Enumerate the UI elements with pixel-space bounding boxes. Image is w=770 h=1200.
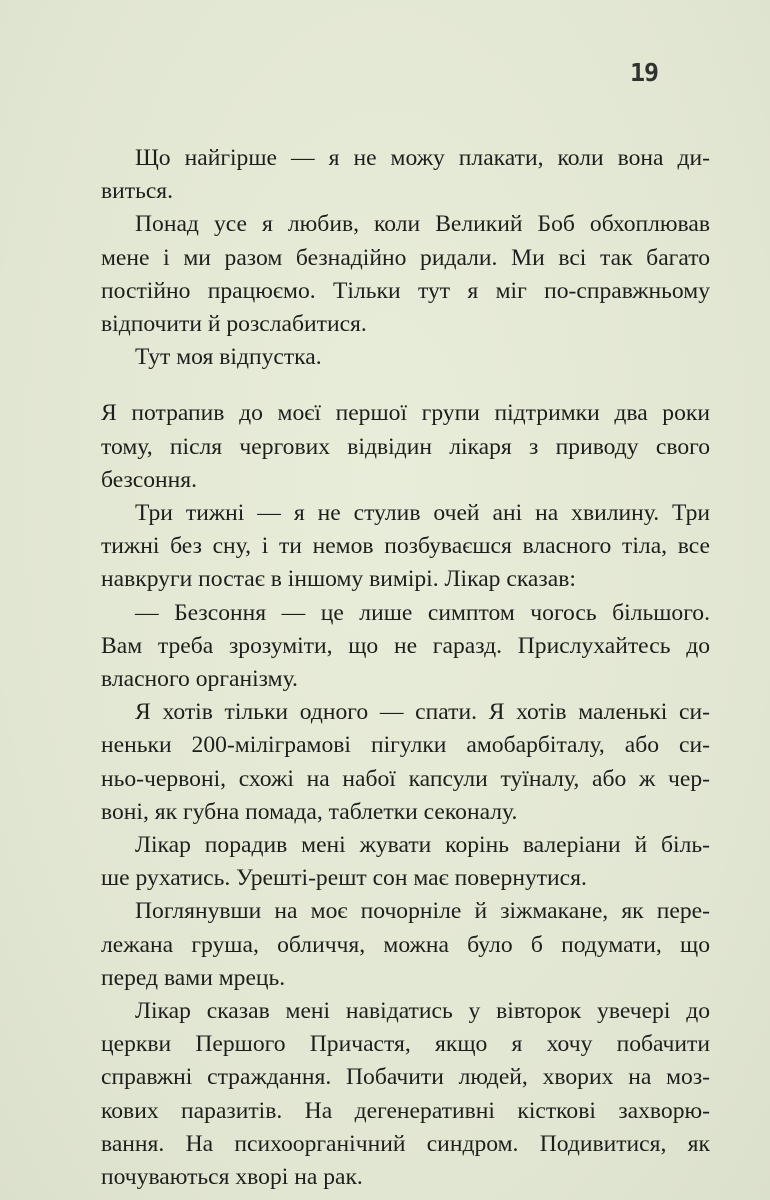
paragraph — [101, 397, 710, 497]
text-line: почуваються хворі на рак. — [101, 1164, 363, 1191]
text-line: Вам треба зрозуміти, що не гаразд. Прислухайтесь до — [101, 632, 710, 659]
text-line: відпочити й розслабитися. — [101, 311, 367, 338]
text-line: — Безсоння — це лише симптом чогось більшого. — [135, 599, 710, 626]
text-line: лежана груша, обличчя, можна було б подумати, що — [101, 931, 710, 958]
text-line: Понад усе я любив, коли Великий Боб обхоплював — [135, 211, 710, 238]
text-line: Тут моя відпустка. — [135, 344, 322, 371]
text-line: ше рухатись. Урешті-решт сон має повернутися. — [101, 865, 587, 892]
paragraph — [101, 829, 710, 895]
text-line: вання. На психоорганічний синдром. Подивитися, як — [101, 1130, 710, 1157]
text-line: власного організму. — [101, 666, 298, 693]
text-line: виться. — [101, 178, 174, 205]
paragraph — [101, 597, 710, 697]
text-line: безсоння. — [101, 466, 198, 493]
text-line: воні, як губна помада, таблетки секоналу. — [101, 798, 518, 825]
text-line: мене і ми разом безнадійно ридали. Ми всі так багато — [101, 244, 710, 271]
text-line: Я хотів тільки одного — спати. Я хотів маленькі си- — [135, 699, 710, 726]
text-line: Що найгірше — я не можу плакати, коли вона ди- — [135, 145, 710, 171]
text-line: неньки 200-міліграмові пігулки амобарбіталу, або си- — [101, 732, 710, 759]
text-line: справжні страждання. Побачити людей, хворих на моз- — [101, 1064, 710, 1091]
text-line: Лікар сказав мені навідатись у вівторок увечері до — [135, 998, 710, 1025]
paragraph — [101, 142, 710, 208]
page-number: 19 — [630, 58, 659, 87]
paragraph — [101, 208, 710, 341]
paragraph — [101, 497, 710, 597]
text-line: кових паразитів. На дегенеративні кісткові захворю- — [101, 1097, 710, 1124]
text-line: Я потрапив до моєї першої групи підтримки два роки — [101, 400, 710, 427]
paragraph — [101, 341, 710, 374]
body-text — [101, 142, 710, 1194]
paragraph — [101, 696, 710, 829]
text-line: Поглянувши на моє почорніле й зіжмакане, як пере- — [135, 898, 710, 925]
text-line: Лікар порадив мені жувати корінь валеріани й біль- — [135, 832, 710, 859]
paragraph — [101, 895, 710, 995]
text-line: навкруги постає в іншому вимірі. Лікар сказав: — [101, 566, 576, 593]
text-line: перед вами мрець. — [101, 964, 286, 991]
text-line: тижні без сну, і ти немов позбуваєшся власного тіла, все — [101, 533, 710, 560]
paragraph — [101, 995, 710, 1194]
text-line: церкви Першого Причастя, якщо я хочу побачити — [101, 1031, 710, 1058]
text-line: постійно працюємо. Тільки тут я міг по-справжньому — [101, 277, 710, 304]
text-line: Три тижні — я не стулив очей ані на хвилину. Три — [135, 500, 710, 527]
text-line: тому, після чергових відвідин лікаря з приводу свого — [101, 433, 710, 460]
text-line: ньо-червоні, схожі на набої капсули туїналу, або ж чер- — [101, 765, 710, 792]
